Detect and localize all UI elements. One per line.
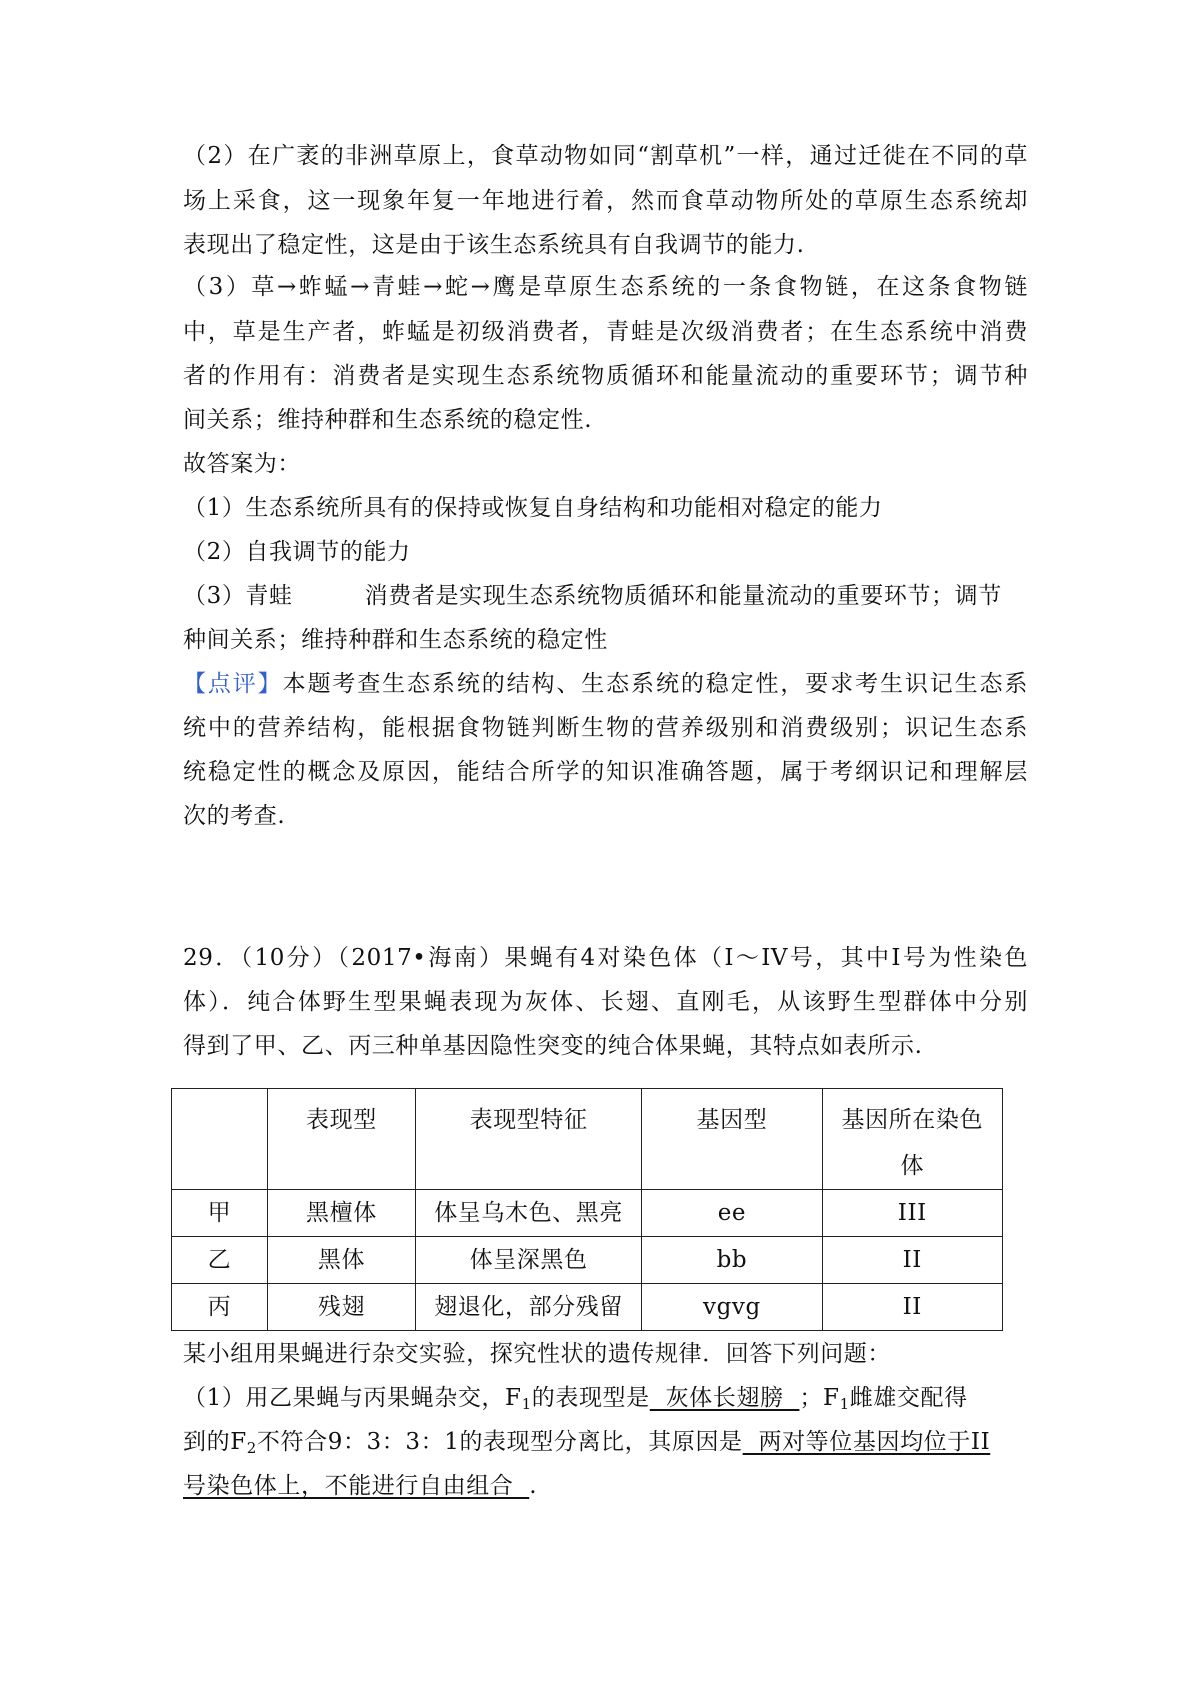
table-cell: 乙 bbox=[172, 1237, 268, 1284]
q1-answer-blank-2-cont: 号染色体上，不能进行自由组合 bbox=[183, 1473, 530, 1499]
experiment-intro: 某小组用果蝇进行杂交实验，探究性状的遗传规律．回答下列问题： bbox=[183, 1341, 891, 1367]
q1-text-a: （1）用乙果蝇与丙果蝇杂交，F bbox=[183, 1385, 522, 1411]
table-header-cell: 基因型 bbox=[642, 1089, 822, 1190]
comment-line2: 统中的营养结构，能根据食物链判断生物的营养级别和消费级别；识记生态系 bbox=[183, 715, 1028, 741]
table-cell: vgvg bbox=[642, 1284, 822, 1331]
q1-answer-blank-1: 灰体长翅膀 bbox=[649, 1385, 800, 1411]
q1-line1 bbox=[183, 1383, 1028, 1413]
table-header-cell: 表现型特征 bbox=[415, 1089, 641, 1190]
table-cell: ee bbox=[642, 1190, 822, 1237]
q1-subscript: 1 bbox=[839, 1395, 850, 1413]
answer-3-text: 消费者是实现生态系统物质循环和能量流动的重要环节；调节 bbox=[364, 583, 1002, 609]
table-cell: 体呈深黑色 bbox=[415, 1237, 641, 1284]
q1-subscript: 1 bbox=[521, 1395, 532, 1413]
comment-line1-text: 本题考查生态系统的结构、生态系统的稳定性，要求考生识记生态系 bbox=[282, 671, 1029, 697]
q1-text-end: . bbox=[529, 1473, 538, 1499]
q1-text-b: 的表现型是 bbox=[531, 1385, 650, 1411]
para3-line1: （3）草→蚱蜢→青蛙→蛇→鹰是草原生态系统的一条食物链，在这条食物链 bbox=[183, 274, 1028, 300]
table-header-row bbox=[172, 1089, 1003, 1190]
table-header-cell bbox=[822, 1089, 1002, 1190]
table-cell: bb bbox=[642, 1237, 822, 1284]
table-cell: 体呈乌木色、黑亮 bbox=[415, 1190, 641, 1237]
para3-line3: 者的作用有：消费者是实现生态系统物质循环和能量流动的重要环节；调节种 bbox=[183, 363, 1028, 389]
table-cell: 黑檀体 bbox=[267, 1190, 415, 1237]
q29-line2: 体）．纯合体野生型果蝇表现为灰体、长翅、直刚毛，从该野生型群体中分别 bbox=[183, 989, 1028, 1015]
table-row bbox=[172, 1284, 1003, 1331]
answer-2: （2）自我调节的能力 bbox=[183, 539, 411, 565]
table-header-cell bbox=[172, 1089, 268, 1190]
q29-line1: 29．（10分）（2017•海南）果蝇有4对染色体（I～IV号，其中I号为性染色 bbox=[183, 945, 1028, 971]
para3-line4: 间关系；维持种群和生态系统的稳定性. bbox=[183, 407, 593, 433]
table-cell: 甲 bbox=[172, 1190, 268, 1237]
para2-line3: 表现出了稳定性，这是由于该生态系统具有自我调节的能力. bbox=[183, 232, 805, 258]
q1-line3 bbox=[183, 1471, 1028, 1501]
table-cell: 黑体 bbox=[267, 1237, 415, 1284]
answer-3-line1 bbox=[183, 581, 1028, 611]
q29-line3: 得到了甲、乙、丙三种单基因隐性突变的纯合体果蝇，其特点如表所示. bbox=[183, 1033, 923, 1059]
fruitfly-traits-table bbox=[171, 1088, 1003, 1331]
answer-1: （1）生态系统所具有的保持或恢复自身结构和功能相对稳定的能力 bbox=[183, 495, 883, 521]
table-header-cell: 表现型 bbox=[267, 1089, 415, 1190]
para2-line1: （2）在广袤的非洲草原上，食草动物如同“割草机”一样，通过迁徙在不同的草 bbox=[183, 143, 1028, 169]
answer-heading: 故答案为： bbox=[183, 451, 301, 477]
table-cell: 丙 bbox=[172, 1284, 268, 1331]
q1-answer-blank-2: 两对等位基因均位于II bbox=[742, 1429, 991, 1455]
table-cell: II bbox=[822, 1284, 1002, 1331]
table-cell: III bbox=[822, 1190, 1002, 1237]
table-cell: 残翅 bbox=[267, 1284, 415, 1331]
comment-line1 bbox=[183, 669, 1028, 699]
comment-line3: 统稳定性的概念及原因，能结合所学的知识准确答题，属于考纲识记和理解层 bbox=[183, 759, 1028, 785]
para3-line2: 中，草是生产者，蚱蜢是初级消费者，青蛙是次级消费者；在生态系统中消费 bbox=[183, 319, 1028, 345]
answer-3-line2: 种间关系；维持种群和生态系统的稳定性 bbox=[183, 627, 608, 653]
comment-tag: 【点评】 bbox=[183, 671, 283, 697]
para2-line2: 场上采食，这一现象年复一年地进行着，然而食草动物所处的草原生态系统却 bbox=[183, 188, 1028, 214]
q1-text-d: 雌雄交配得 bbox=[849, 1385, 968, 1411]
table-row bbox=[172, 1237, 1003, 1284]
q1-text-f: 不符合9：3：3：1的表现型分离比，其原因是 bbox=[256, 1429, 743, 1455]
table-cell: 翅退化，部分残留 bbox=[415, 1284, 641, 1331]
q1-text-c: ；F bbox=[799, 1385, 840, 1411]
q1-subscript: 2 bbox=[246, 1439, 257, 1457]
q1-text-e: 到的F bbox=[183, 1429, 247, 1455]
table-row bbox=[172, 1190, 1003, 1237]
table-cell: II bbox=[822, 1237, 1002, 1284]
q1-line2 bbox=[183, 1427, 1028, 1457]
comment-line4: 次的考查. bbox=[183, 803, 286, 829]
answer-3-label: （3）青蛙 bbox=[183, 583, 293, 609]
table-header-text: 基因所在染色体 bbox=[841, 1107, 984, 1179]
